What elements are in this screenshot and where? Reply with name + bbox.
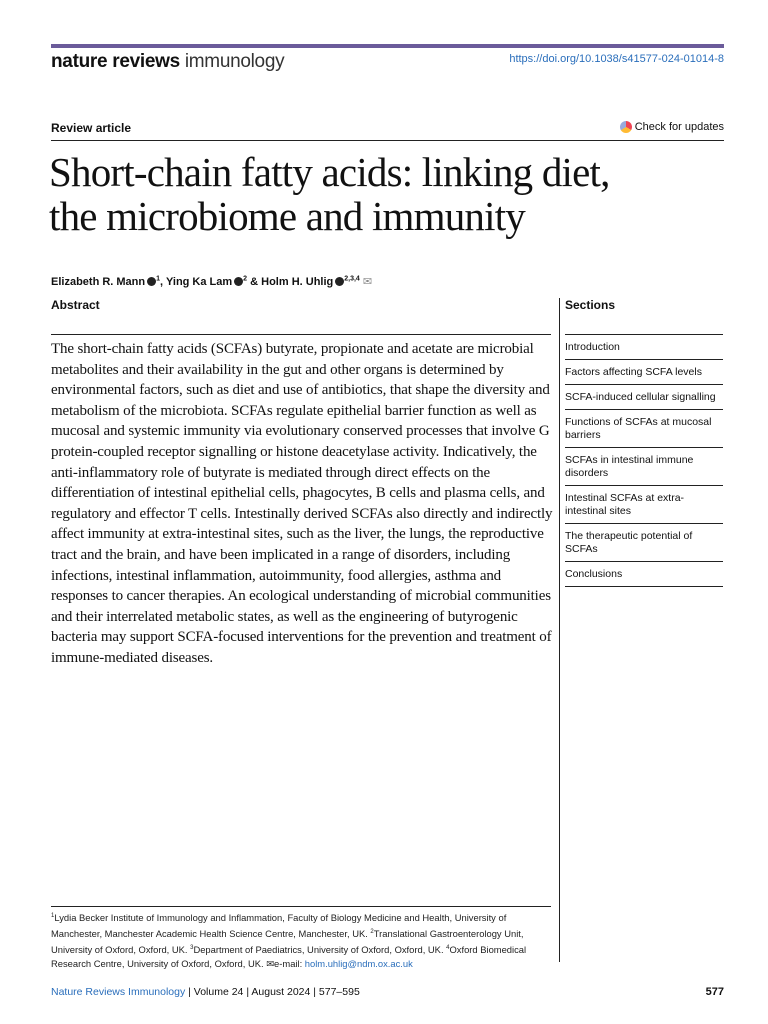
section-link-mucosal-barriers[interactable]: Functions of SCFAs at mucosal barriers [565, 410, 723, 448]
affiliation-text: Oxford Biomedical Research Centre, University of Oxford, Oxford, UK. [51, 944, 527, 970]
affiliation-text: Translational Gastroenterology Unit, University of Oxford, Oxford, UK. [51, 928, 524, 956]
footnote-marker: 4 [446, 945, 450, 952]
author-separator: & [247, 276, 262, 288]
crossmark-icon [620, 121, 632, 133]
footnote-marker: 3 [190, 945, 194, 952]
doi-link[interactable]: https://doi.org/10.1038/s41577-024-01014-8 [509, 53, 724, 65]
orcid-icon[interactable] [335, 277, 344, 286]
abstract-text: The short-chain fatty acids (SCFAs) butyrate, propionate and acetate are microbial metabolites and their availability in the gut and other organs is determined by environmental factors, such as diet and use of antibiotics, that shape the diversity and metabolism of the microbiota. SCFAs regulate epithelial barrier function as well as mucosal and systemic immunity via evolutionary conserved processes that involve G protein-coupled receptor signalling or histone deacetylase activity. Indicatively, the anti-inflammatory role of butyrate is mediated through direct effects on the differentiation of intestinal epithelial cells, phagocytes, B cells and plasma cells, and regulatory and effector T cells. Intestinally derived SCFAs also directly and indirectly affect immunity at extra-intestinal sites, such as the liver, the lungs, the reproductive tract and the brain, and have been implicated in a range of disorders, including infections, intestinal inflammation, autoimmunity, food allergies, asthma and responses to cancer therapies. An ecological understanding of microbial communities and their interrelated metabolic states, as well as the engineering of butyrogenic bacteria may support SCFA-focused interventions for the prevention and treatment of immune-mediated diseases. [51, 341, 553, 666]
footer-details: | Volume 24 | August 2024 | 577–595 [185, 986, 360, 998]
footnote-marker: 1 [51, 913, 55, 919]
check-updates-link[interactable] [620, 121, 724, 133]
orcid-icon[interactable] [234, 277, 243, 286]
section-link-factors[interactable]: Factors affecting SCFA levels [565, 360, 723, 385]
section-link-therapeutic[interactable]: The therapeutic potential of SCFAs [565, 524, 723, 562]
page-footer [51, 986, 360, 998]
abstract-divider [51, 334, 551, 335]
footnote-divider [51, 906, 551, 907]
section-link-extra-intestinal[interactable]: Intestinal SCFAs at extra-intestinal sites [565, 486, 723, 524]
author-name[interactable]: Holm H. Uhlig [261, 276, 334, 288]
title-line-2: the microbiome and immunity [49, 193, 526, 239]
author-affiliation: 2,3,4 [344, 275, 360, 283]
journal-logo[interactable] [51, 51, 284, 73]
affiliation-text: Lydia Becker Institute of Immunology and Inflammation, Faculty of Biology Medicine and Health, University of Manchester, Manchester Academic Health Science Centre, Manchester, UK. [51, 912, 507, 940]
author-name[interactable]: Elizabeth R. Mann [51, 276, 146, 288]
sections-nav [565, 298, 723, 587]
envelope-icon[interactable]: ✉ [359, 276, 373, 288]
header-divider [51, 140, 724, 141]
email-label: e-mail: [274, 958, 305, 970]
footer-journal-link[interactable]: Nature Reviews Immunology [51, 986, 186, 998]
author-affiliation: 1 [156, 275, 161, 283]
journal-name-light: immunology [184, 51, 285, 72]
page-number: 577 [705, 986, 724, 998]
footnote-marker: 2 [370, 929, 374, 936]
section-link-conclusions[interactable]: Conclusions [565, 562, 723, 587]
section-link-introduction[interactable]: Introduction [565, 335, 723, 360]
author-separator: , [160, 276, 166, 288]
header-accent-bar [51, 44, 724, 48]
column-divider [559, 298, 560, 962]
check-updates-label: Check for updates [634, 121, 724, 133]
author-name[interactable]: Ying Ka Lam [165, 276, 233, 288]
author-affiliation: 2 [243, 275, 248, 283]
journal-name-bold: nature reviews [51, 51, 180, 72]
title-line-1: Short-chain fatty acids: linking diet, [49, 149, 610, 195]
abstract-heading: Abstract [51, 298, 100, 312]
email-link[interactable]: holm.uhlig@ndm.ox.ac.uk [304, 958, 413, 970]
affiliation-text: Department of Paediatrics, University of Oxford, Oxford, UK. [193, 944, 447, 956]
article-title [49, 150, 729, 238]
envelope-icon: ✉ [266, 958, 275, 970]
sections-heading: Sections [565, 298, 723, 335]
article-type: Review article [51, 121, 132, 135]
affiliations-footnote [51, 909, 556, 971]
section-link-signalling[interactable]: SCFA-induced cellular signalling [565, 385, 723, 410]
orcid-icon[interactable] [147, 277, 156, 286]
author-list [51, 275, 372, 288]
section-link-immune-disorders[interactable]: SCFAs in intestinal immune disorders [565, 448, 723, 486]
